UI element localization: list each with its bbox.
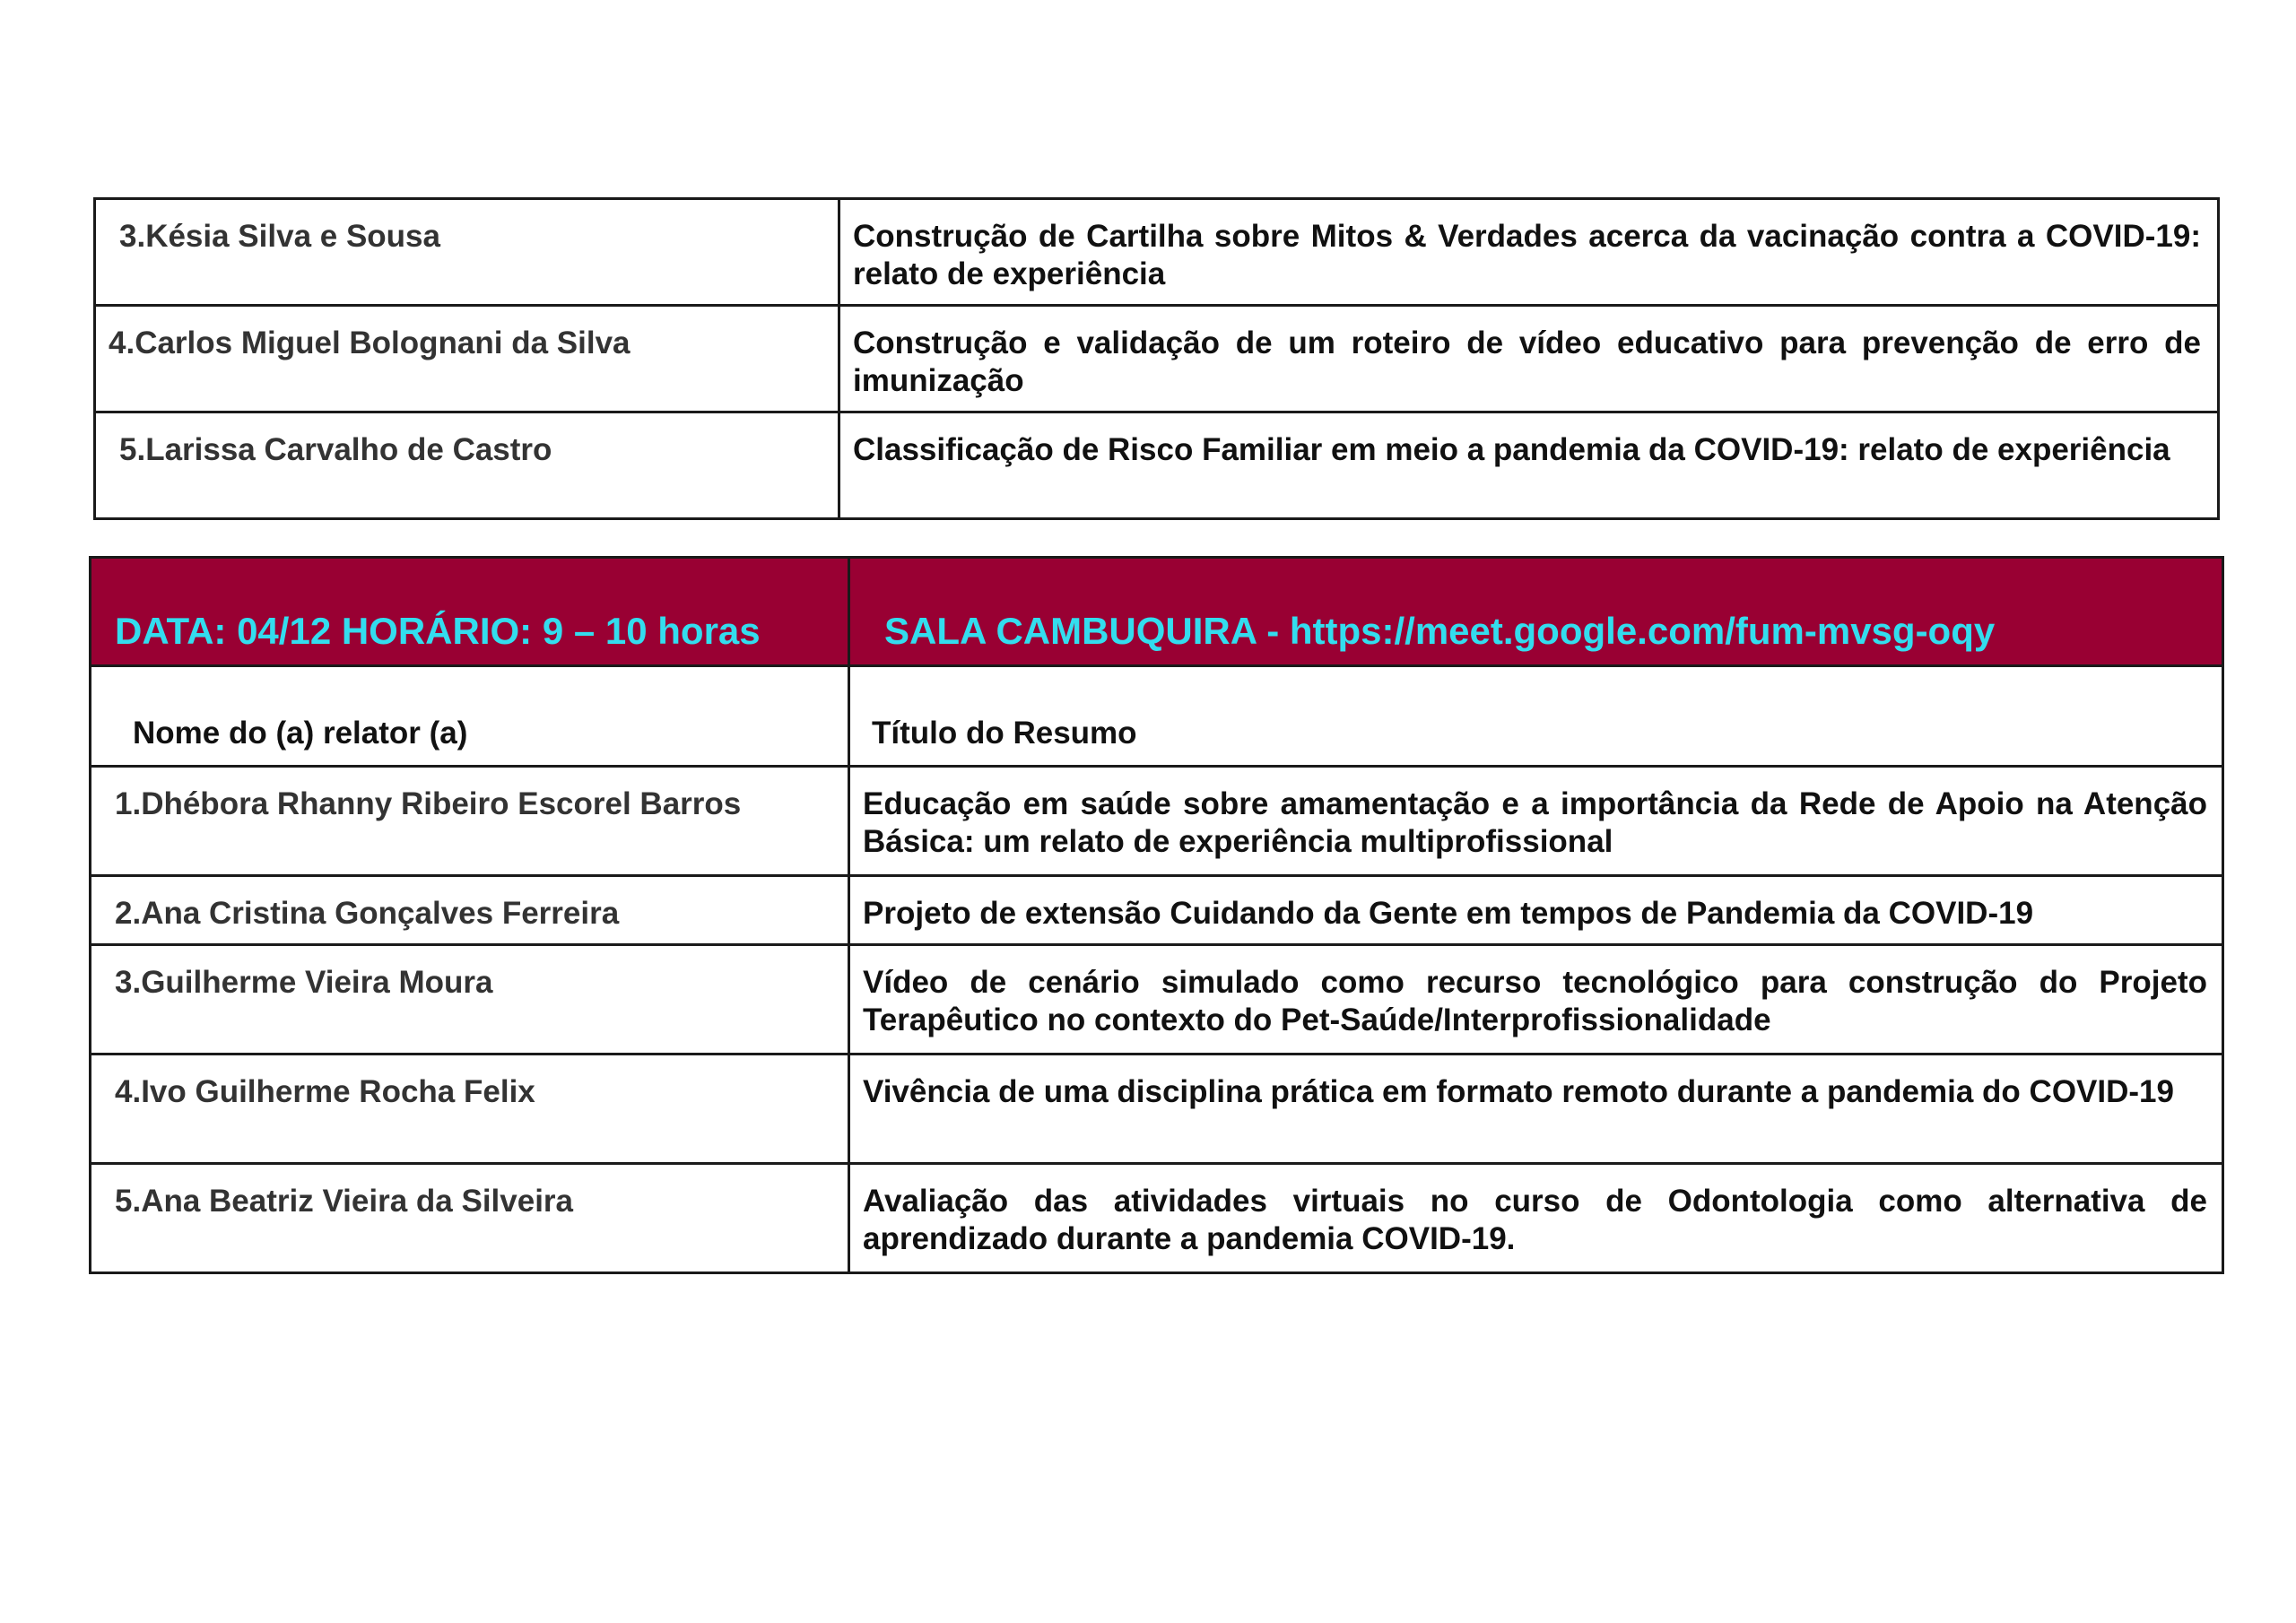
presenter-name: 3.Késia Silva e Sousa (95, 199, 839, 306)
session-table (89, 556, 2224, 1274)
table-row (91, 945, 2223, 1055)
abstract-title: Vivência de uma disciplina prática em formato remoto durante a pandemia do COVID-19 (849, 1055, 2223, 1164)
session-date-time: DATA: 04/12 HORÁRIO: 9 – 10 horas (91, 558, 849, 666)
abstract-title: Construção de Cartilha sobre Mitos & Verdades acerca da vacinação contra a COVID-19: relato de experiência (839, 199, 2219, 306)
abstract-title: Projeto de extensão Cuidando da Gente em tempos de Pandemia da COVID-19 (849, 876, 2223, 945)
presenter-name: 4.Ivo Guilherme Rocha Felix (91, 1055, 849, 1164)
table-row (95, 199, 2219, 306)
table-row (95, 306, 2219, 412)
column-header-title: Título do Resumo (849, 666, 2223, 767)
abstract-title: Vídeo de cenário simulado como recurso tecnológico para construção do Projeto Terapêutico no contexto do Pet-Saúde/Interprofissionalidade (849, 945, 2223, 1055)
abstract-title: Educação em saúde sobre amamentação e a importância da Rede de Apoio na Atenção Básica: um relato de experiência multiprofissional (849, 767, 2223, 876)
table-row (91, 1055, 2223, 1164)
presenter-name: 2.Ana Cristina Gonçalves Ferreira (91, 876, 849, 945)
table-row (95, 412, 2219, 519)
abstract-title: Avaliação das atividades virtuais no curso de Odontologia como alternativa de aprendizado durante a pandemia COVID-19. (849, 1164, 2223, 1273)
presenter-name: 5.Larissa Carvalho de Castro (95, 412, 839, 519)
column-header-name: Nome do (a) relator (a) (91, 666, 849, 767)
column-header-row (91, 666, 2223, 767)
table-row (91, 767, 2223, 876)
table-row (91, 1164, 2223, 1273)
abstract-title: Classificação de Risco Familiar em meio a pandemia da COVID-19: relato de experiência (839, 412, 2219, 519)
presenter-name: 5.Ana Beatriz Vieira da Silveira (91, 1164, 849, 1273)
continued-presentations-table (93, 197, 2220, 520)
presenter-name: 3.Guilherme Vieira Moura (91, 945, 849, 1055)
presenter-name: 4.Carlos Miguel Bolognani da Silva (95, 306, 839, 412)
session-header-row (91, 558, 2223, 666)
table-row (91, 876, 2223, 945)
session-room-link[interactable]: SALA CAMBUQUIRA - https://meet.google.com/fum-mvsg-oqy (849, 558, 2223, 666)
abstract-title: Construção e validação de um roteiro de vídeo educativo para prevenção de erro de imunização (839, 306, 2219, 412)
presenter-name: 1.Dhébora Rhanny Ribeiro Escorel Barros (91, 767, 849, 876)
